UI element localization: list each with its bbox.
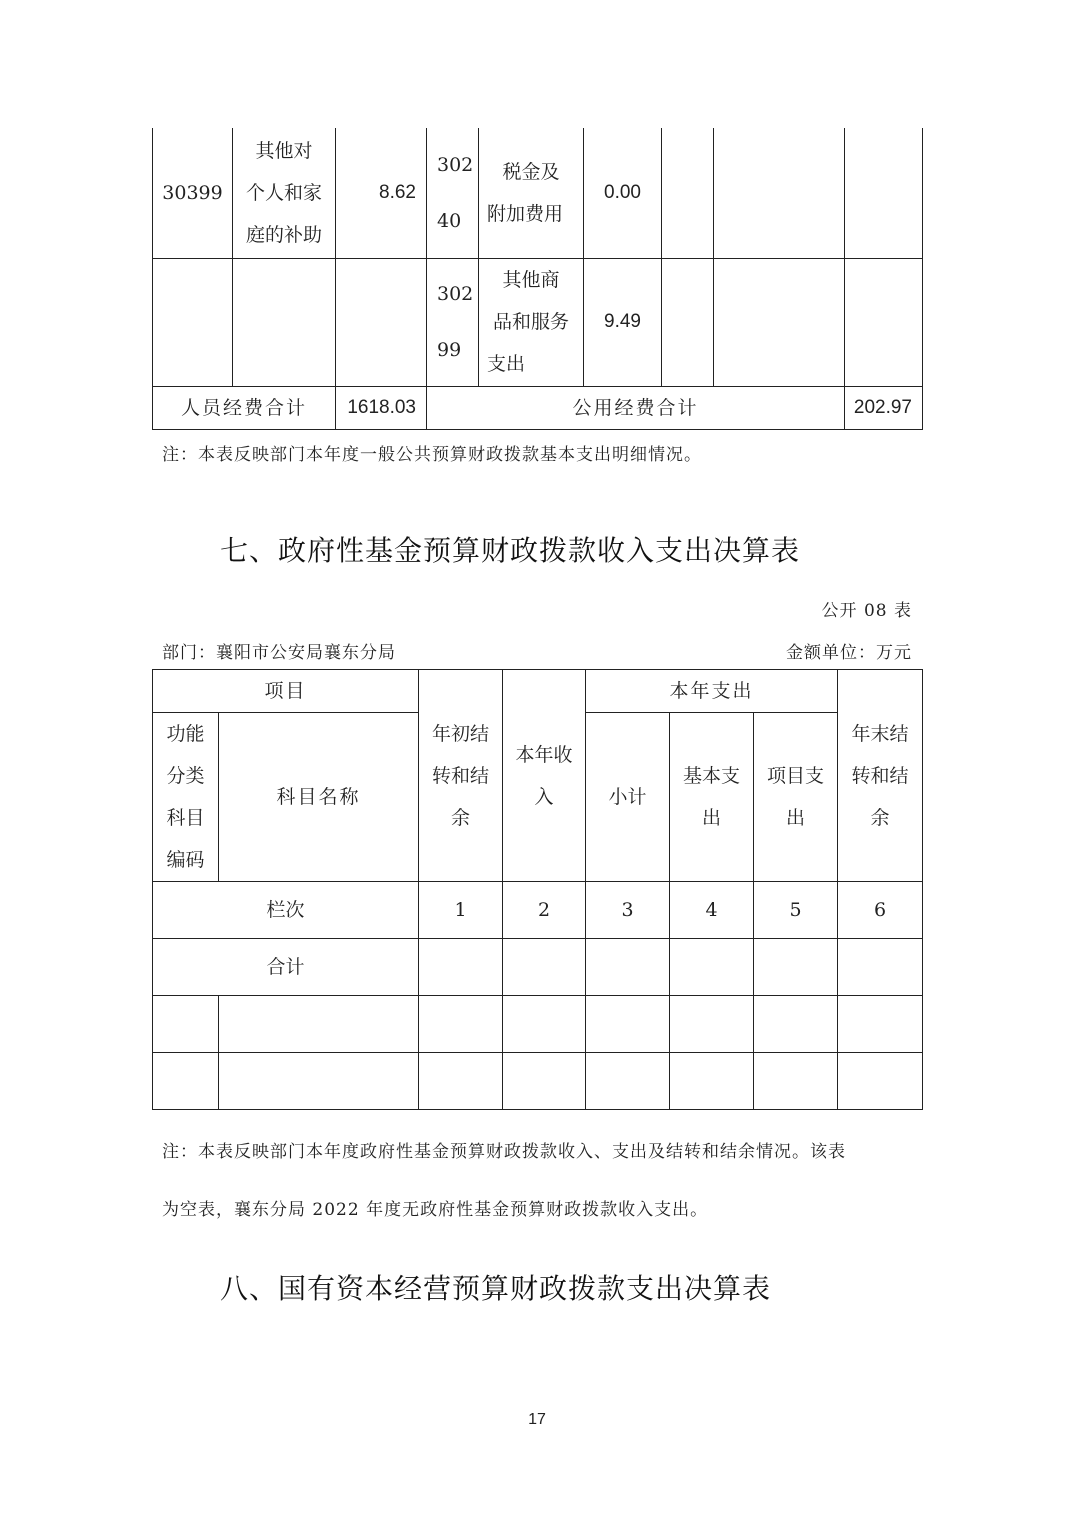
empty-cell — [845, 128, 923, 258]
public-total-label: 公用经费合计 — [427, 386, 845, 429]
empty-cell — [419, 1053, 503, 1110]
unit-label: 金额单位：万元 — [786, 643, 912, 663]
header-line: 转和结 — [851, 764, 909, 787]
empty-cell — [662, 128, 714, 258]
economic-name — [479, 258, 584, 386]
section-title: 七、政府性基金预算财政拨款收入支出决算表 — [220, 534, 801, 567]
table-row — [153, 1053, 923, 1110]
empty-cell — [754, 996, 838, 1053]
empty-cell — [586, 939, 670, 996]
column-index-row — [153, 882, 923, 939]
empty-cell — [503, 939, 586, 996]
empty-cell — [670, 1053, 754, 1110]
header-line: 余 — [870, 806, 890, 829]
name-line: 个人和家 — [245, 181, 322, 204]
table-number: 公开 08 表 — [821, 601, 912, 621]
empty-cell — [586, 1053, 670, 1110]
header-line: 转和结 — [432, 764, 490, 787]
name-line: 品和服务 — [492, 311, 569, 333]
name-line: 税金及 — [502, 160, 560, 183]
empty-cell — [419, 939, 503, 996]
header-opening-balance — [419, 670, 503, 882]
economic-name — [233, 128, 336, 258]
header-line: 年末结 — [851, 722, 909, 745]
empty-cell — [714, 128, 845, 258]
table-row — [153, 128, 923, 258]
col-number: 4 — [670, 882, 754, 939]
name-line: 支出 — [487, 353, 526, 375]
note-line: 注：本表反映部门本年度政府性基金预算财政拨款收入、支出及结转和结余情况。该表 — [162, 1142, 846, 1162]
header-basic-expense — [670, 713, 754, 882]
col-number: 6 — [838, 882, 923, 939]
name-line: 附加费用 — [487, 202, 564, 225]
header-expense: 本年支出 — [586, 670, 838, 713]
code-line: 99 — [437, 339, 462, 361]
header-line: 科目 — [166, 807, 205, 829]
header-line: 功能 — [166, 723, 205, 745]
empty-cell — [219, 1053, 419, 1110]
empty-cell — [838, 996, 923, 1053]
amount-cell: 0.00 — [584, 128, 662, 258]
header-line: 本年收 — [515, 743, 573, 766]
economic-code — [427, 128, 479, 258]
gov-fund-table — [152, 669, 923, 1110]
header-line: 入 — [534, 785, 554, 808]
empty-cell — [586, 996, 670, 1053]
header-subtotal: 小计 — [586, 713, 670, 882]
name-line: 其他商 — [502, 269, 560, 291]
header-row — [153, 670, 923, 713]
empty-cell — [219, 996, 419, 1053]
section-title: 八、国有资本经营预算财政拨款支出决算表 — [220, 1272, 772, 1305]
empty-cell — [153, 1053, 219, 1110]
header-line: 出 — [786, 807, 806, 829]
name-line: 庭的补助 — [245, 223, 322, 246]
total-row — [153, 939, 923, 996]
col-number: 1 — [419, 882, 503, 939]
code-line: 302 — [437, 283, 474, 305]
economic-name — [479, 128, 584, 258]
header-closing-balance — [838, 670, 923, 882]
header-item: 项目 — [153, 670, 419, 713]
personnel-total-label: 人员经费合计 — [153, 386, 336, 429]
code-line: 302 — [437, 153, 474, 176]
basic-expense-detail-table — [152, 128, 923, 430]
code-line: 40 — [437, 209, 462, 232]
name-line: 其他对 — [255, 139, 313, 162]
empty-cell — [754, 939, 838, 996]
total-label: 合计 — [153, 939, 419, 996]
col-number: 5 — [754, 882, 838, 939]
header-line: 基本支 — [683, 765, 741, 787]
table-row — [153, 258, 923, 386]
empty-cell — [336, 258, 427, 386]
header-subject-name: 科目名称 — [219, 713, 419, 882]
empty-cell — [670, 939, 754, 996]
table-note: 注：本表反映部门本年度一般公共预算财政拨款基本支出明细情况。 — [162, 445, 702, 465]
header-line: 分类 — [166, 765, 205, 787]
header-income — [503, 670, 586, 882]
amount-cell: 9.49 — [584, 258, 662, 386]
empty-cell — [503, 996, 586, 1053]
empty-cell — [662, 258, 714, 386]
empty-cell — [233, 258, 336, 386]
public-total-value: 202.97 — [845, 386, 923, 429]
header-project-expense — [754, 713, 838, 882]
empty-cell — [503, 1053, 586, 1110]
table-row — [153, 996, 923, 1053]
empty-cell — [838, 1053, 923, 1110]
header-line: 出 — [702, 807, 722, 829]
header-line: 余 — [451, 806, 471, 829]
header-line: 年初结 — [432, 722, 490, 745]
empty-cell — [845, 258, 923, 386]
empty-cell — [419, 996, 503, 1053]
economic-code: 30399 — [153, 128, 233, 258]
empty-cell — [153, 996, 219, 1053]
empty-cell — [754, 1053, 838, 1110]
amount-cell: 8.62 — [336, 128, 427, 258]
department-label: 部门：襄阳市公安局襄东分局 — [162, 643, 396, 663]
empty-cell — [153, 258, 233, 386]
personnel-total-value: 1618.03 — [336, 386, 427, 429]
note-line: 为空表，襄东分局 2022 年度无政府性基金预算财政拨款收入支出。 — [162, 1200, 709, 1220]
header-line: 项目支 — [767, 765, 825, 787]
row-index-label: 栏次 — [153, 882, 419, 939]
header-line: 编码 — [166, 849, 205, 871]
totals-row — [153, 386, 923, 429]
economic-code — [427, 258, 479, 386]
col-number: 3 — [586, 882, 670, 939]
col-number: 2 — [503, 882, 586, 939]
empty-cell — [714, 258, 845, 386]
header-func-code — [153, 713, 219, 882]
empty-cell — [670, 996, 754, 1053]
fund-table-note — [162, 1123, 922, 1239]
empty-cell — [838, 939, 923, 996]
page-number: 17 — [528, 1411, 546, 1428]
